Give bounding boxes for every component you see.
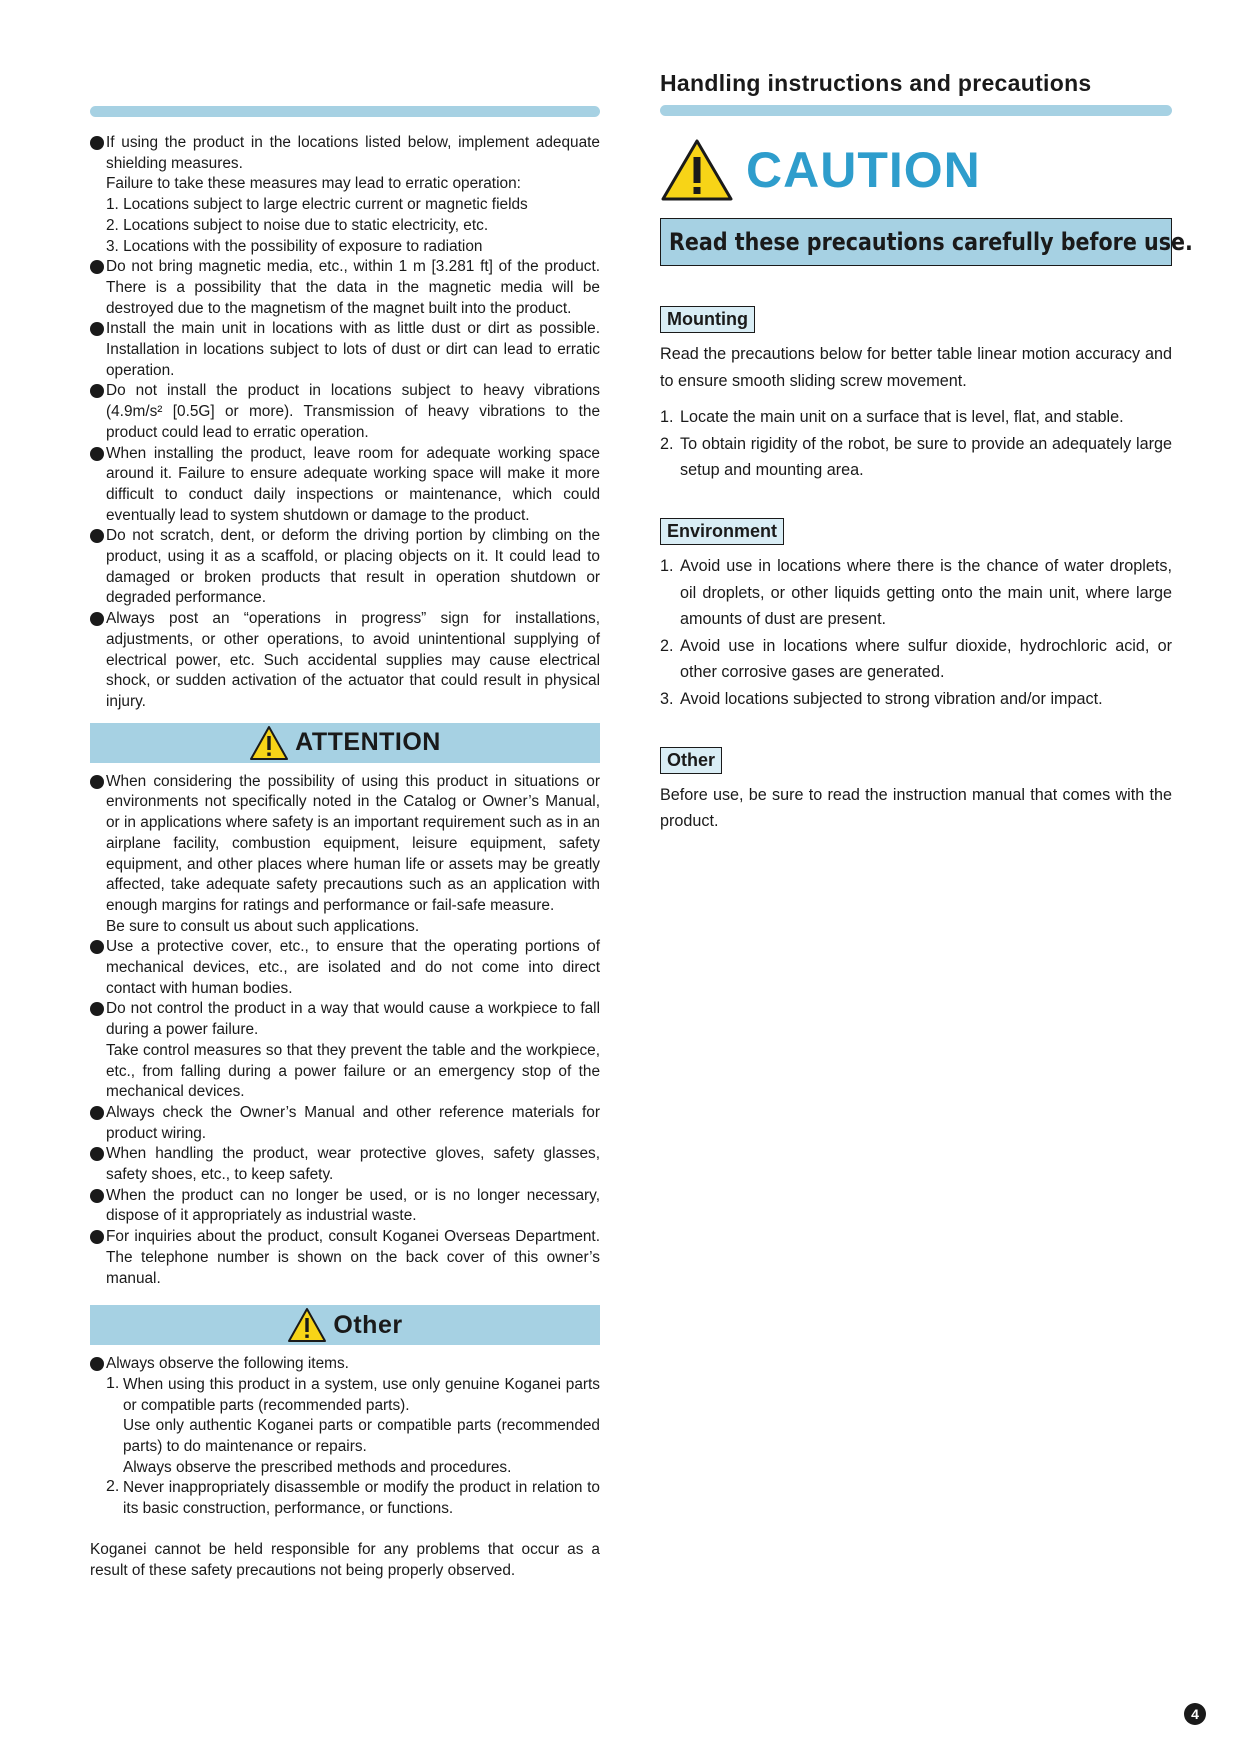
list-item <box>90 937 600 999</box>
bullet-text: Do not bring magnetic media, etc., within 1 m [3.281 ft] of the product. There is a possibility that the data in the magnetic media will be destroyed due to the magnetism of the magnet built into the product. <box>106 258 600 317</box>
attention-label: ATTENTION <box>295 728 441 757</box>
bullet-text: Always post an “operations in progress” sign for installations, adjustments, or other operations, to avoid unintentional supplying of electrical power, etc. Such accidental supplies may cause electrical shock, or sudden activation of the actuator that could result in physical injury. <box>106 610 600 710</box>
other-label: Other <box>333 1310 403 1339</box>
item-number: 3. <box>660 689 674 708</box>
item-number: 2. <box>660 434 674 453</box>
bullet-text: Take control measures so that they prevent the table and the workpiece, etc., from falling during a power failure or an emergency stop of the mechanical devices. <box>106 1041 600 1101</box>
list-item <box>90 1227 600 1289</box>
item-text: When using this product in a system, use only genuine Koganei parts or compatible parts (recommended parts). <box>123 1375 600 1414</box>
list-item <box>90 609 600 713</box>
attention-band <box>90 723 600 763</box>
warning-triangle-icon <box>660 138 734 202</box>
bullet-text: Always check the Owner’s Manual and other reference materials for product wiring. <box>106 1103 600 1142</box>
bullet-dot-icon <box>90 940 104 954</box>
numbered-item <box>106 1478 600 1519</box>
bullet-list-general <box>90 133 600 713</box>
numbered-item: 1. Locations subject to large electric current or magnetic fields <box>106 196 528 214</box>
bullet-dot-icon <box>90 447 104 461</box>
closing-disclaimer: Koganei cannot be held responsible for any problems that occur as a result of these safety precautions not being properly observed. <box>90 1540 600 1579</box>
bullet-dot-icon <box>90 775 104 789</box>
bullet-text: Always observe the following items. <box>106 1355 349 1373</box>
read-precautions-text: Read these precautions carefully before use. <box>669 228 1193 256</box>
bullet-text: Use a protective cover, etc., to ensure that the operating portions of mechanical devices, etc., are isolated and do not come into direct contact with human bodies. <box>106 938 600 997</box>
list-item <box>90 133 600 257</box>
left-column <box>90 106 600 1581</box>
bullet-dot-icon <box>90 1106 104 1120</box>
item-number: 1. <box>106 1374 120 1392</box>
bullet-text: Do not install the product in locations subject to heavy vibrations (4.9m/s² [0.5G] or more). Transmission of heavy vibrations to the product could lead to erratic operation. <box>106 382 600 441</box>
numbered-item <box>106 1375 600 1479</box>
item-number: 2. <box>660 636 674 655</box>
bullet-dot-icon <box>90 384 104 398</box>
other-text: Before use, be sure to read the instruction manual that comes with the product. <box>660 785 1172 831</box>
bullet-text: Do not scratch, dent, or deform the driving portion by climbing on the product, using it as a scaffold, or placing objects on it. It could lead to damaged or broken products that result in operation shutdown or degraded performance. <box>106 527 600 607</box>
list-item <box>90 526 600 609</box>
item-text: Always observe the prescribed methods and procedures. <box>123 1458 512 1476</box>
mounting-heading: Mounting <box>660 306 755 333</box>
bullet-text: Install the main unit in locations with as little dust or dirt as possible. Installation in locations subject to lots of dust or dirt can lead to erratic operation. <box>106 320 600 379</box>
environment-item <box>660 686 1172 713</box>
list-item <box>90 1103 600 1144</box>
list-item <box>90 257 600 319</box>
item-text: To obtain rigidity of the robot, be sure to provide an adequately large setup and mounting area. <box>680 434 1172 480</box>
bullet-dot-icon <box>90 1147 104 1161</box>
list-item <box>90 999 600 1103</box>
left-top-bar <box>90 106 600 117</box>
caution-title: CAUTION <box>746 142 981 198</box>
item-text: Avoid use in locations where there is the chance of water droplets, oil droplets, or other liquids getting onto the main unit, where large amounts of dust are present. <box>680 556 1172 629</box>
bullet-dot-icon <box>90 136 104 150</box>
item-number: 1. <box>660 556 674 575</box>
mounting-item <box>660 431 1172 484</box>
bullet-text: When installing the product, leave room for adequate working space around it. Failure to ensure adequate working space will make it more difficult to conduct daily inspections or maintenance, which could eventually lead to system shutdown or damage to the product. <box>106 444 600 524</box>
list-item <box>90 381 600 443</box>
item-text: Never inappropriately disassemble or modify the product in relation to its basic construction, performance, or functions. <box>123 1479 600 1518</box>
numbered-item: 3. Locations with the possibility of exposure to radiation <box>106 237 483 255</box>
section-title: Handling instructions and precautions <box>660 70 1092 96</box>
list-item <box>90 319 600 381</box>
list-item <box>90 1186 600 1227</box>
list-item <box>90 772 600 938</box>
bullet-dot-icon <box>90 260 104 274</box>
numbered-item: 2. Locations subject to noise due to static electricity, etc. <box>106 216 489 234</box>
list-item <box>90 1354 600 1520</box>
bullet-text: If using the product in the locations listed below, implement adequate shielding measures. <box>106 134 600 172</box>
environment-item <box>660 633 1172 686</box>
item-number: 1. <box>660 408 674 427</box>
page-number: 4 <box>1184 1703 1206 1725</box>
warning-triangle-icon <box>287 1307 327 1343</box>
bullet-list-attention <box>90 772 600 1290</box>
bullet-text: When the product can no longer be used, or is no longer necessary, dispose of it appropriately as industrial waste. <box>106 1186 600 1225</box>
item-text: Avoid locations subjected to strong vibration and/or impact. <box>680 689 1103 708</box>
bullet-dot-icon <box>90 1002 104 1016</box>
item-text: Use only authentic Koganei parts or compatible parts (recommended parts) to do maintenance or repairs. <box>123 1417 600 1456</box>
bullet-text: When considering the possibility of using this product in situations or environments not specifically noted in the Catalog or Owner’s Manual, or in applications where safety is an important requirement such as in an airplane facility, combustion equipment, leisure equipment, safety equipment, and other places where human life or assets may be greatly affected, take adequate safety precautions such as an application with enough margins for ratings and performance or fail-safe measure. <box>106 772 600 914</box>
right-column <box>660 70 1193 835</box>
environment-item <box>660 553 1172 633</box>
warning-triangle-icon <box>249 725 289 761</box>
item-number: 2. <box>106 1478 120 1496</box>
bullet-text: When handling the product, wear protective gloves, safety glasses, safety shoes, etc., to keep safety. <box>106 1145 600 1184</box>
other-band <box>90 1305 600 1345</box>
right-top-bar <box>660 105 1172 116</box>
mounting-intro: Read the precautions below for better table linear motion accuracy and to ensure smooth sliding screw movement. <box>660 345 1172 390</box>
other-heading: Other <box>660 747 722 774</box>
item-text: Avoid use in locations where sulfur dioxide, hydrochloric acid, or other corrosive gases are generated. <box>680 636 1172 682</box>
bullet-dot-icon <box>90 1357 104 1371</box>
bullet-text: For inquiries about the product, consult Koganei Overseas Department. The telephone number is shown on the back cover of this owner’s manual. <box>106 1228 600 1287</box>
bullet-dot-icon <box>90 612 104 626</box>
bullet-dot-icon <box>90 322 104 336</box>
bullet-dot-icon <box>90 1189 104 1203</box>
list-item <box>90 1144 600 1185</box>
caution-header <box>660 138 1172 202</box>
bullet-text: Failure to take these measures may lead to erratic operation: <box>106 175 521 193</box>
bullet-dot-icon <box>90 529 104 543</box>
read-precautions-banner <box>660 218 1193 266</box>
bullet-text: Do not control the product in a way that would cause a workpiece to fall during a power failure. <box>106 1000 600 1039</box>
environment-heading: Environment <box>660 518 784 545</box>
list-item <box>90 444 600 527</box>
mounting-item <box>660 404 1172 431</box>
item-text: Locate the main unit on a surface that is level, flat, and stable. <box>680 408 1124 427</box>
bullet-text: Be sure to consult us about such applications. <box>106 917 420 935</box>
bullet-dot-icon <box>90 1230 104 1244</box>
